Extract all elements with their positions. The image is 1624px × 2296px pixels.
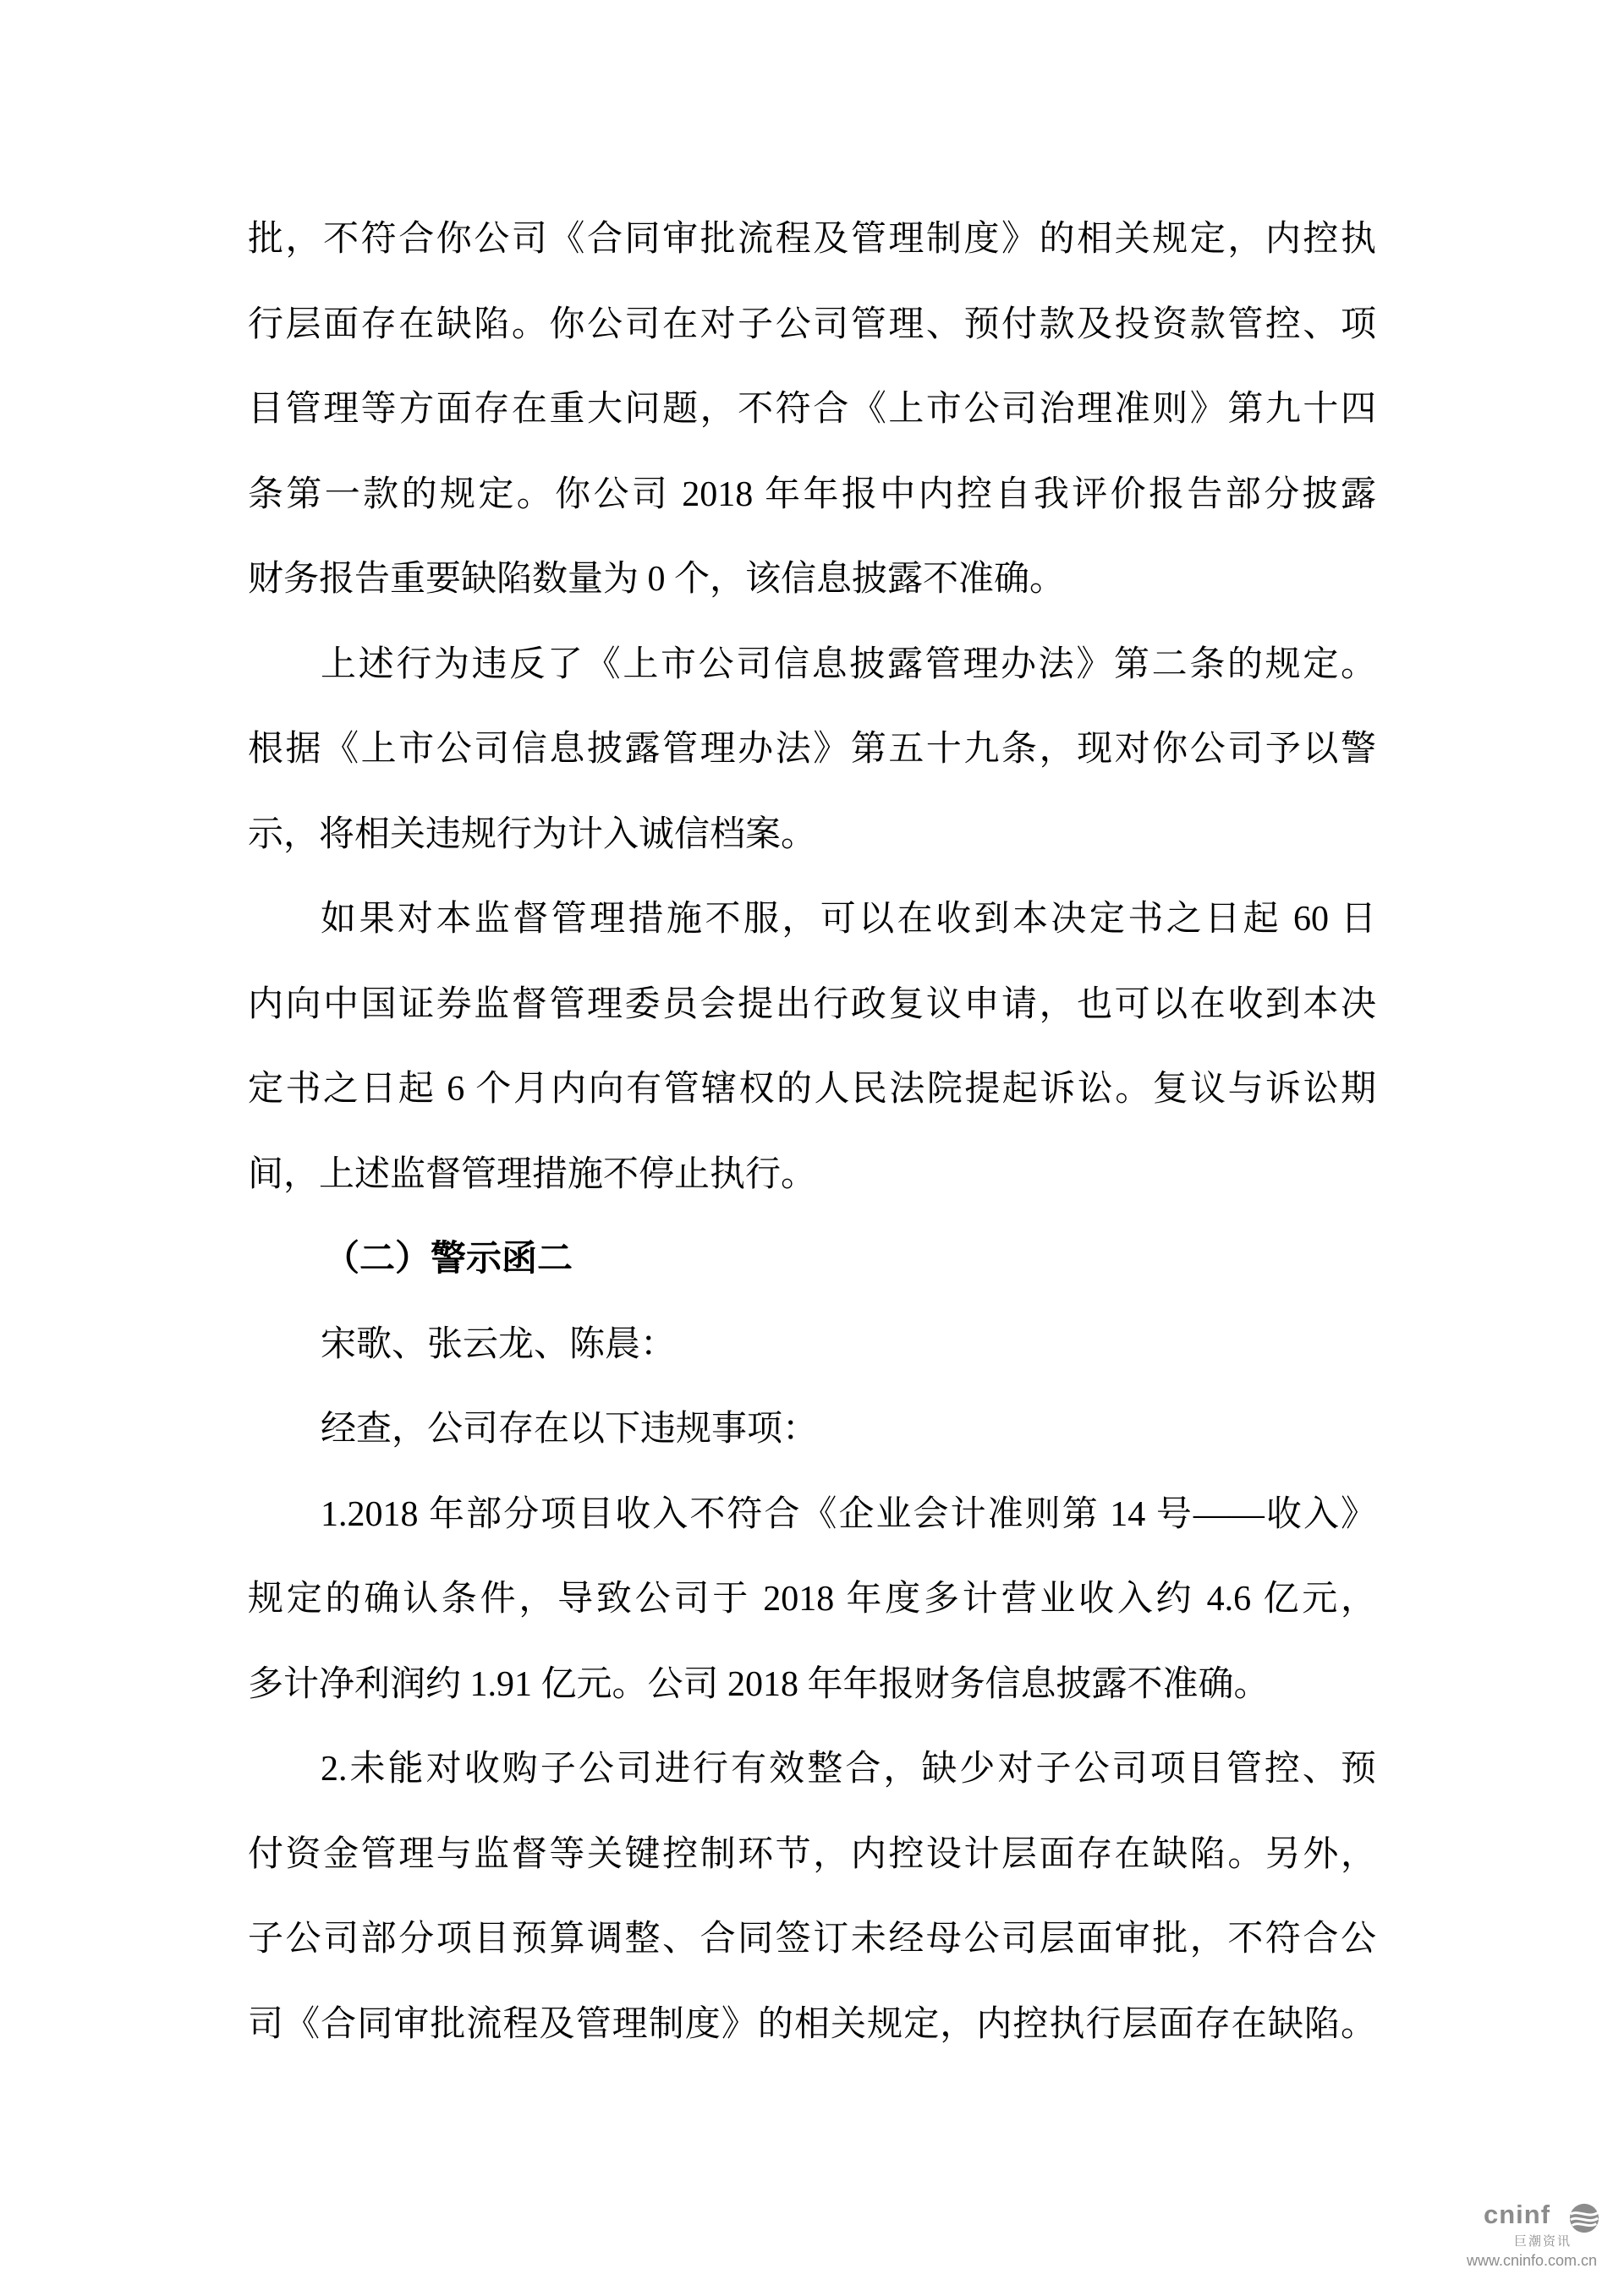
text-line: 规定的确认条件，导致公司于 2018 年度多计营业收入约 4.6 亿元， <box>248 1580 1376 1619</box>
text-line: 目管理等方面存在重大问题，不符合《上市公司治理准则》第九十四 <box>248 390 1376 429</box>
text-line: 经查，公司存在以下违规事项： <box>321 1410 819 1449</box>
paragraph-findings-intro <box>248 1387 1376 1472</box>
text-line: 定书之日起 6 个月内向有管辖权的人民法院提起诉讼。复议与诉讼期 <box>248 1070 1376 1109</box>
text-line: 根据《上市公司信息披露管理办法》第五十九条，现对你公司予以警 <box>248 730 1376 769</box>
section-heading: （二）警示函二 <box>324 1240 573 1279</box>
text-line: 付资金管理与监督等关键控制环节，内控设计层面存在缺陷。另外， <box>248 1834 1376 1874</box>
paragraph-violation-warning <box>248 622 1376 878</box>
section-heading-warning-letter-2 <box>248 1217 1376 1302</box>
logo-chinese-name: 巨潮资讯 <box>1514 2234 1572 2249</box>
text-line: 如果对本监督管理措施不服，可以在收到本决定书之日起 60 日 <box>321 900 1376 939</box>
text-line: 财务报告重要缺陷数量为 0 个，该信息披露不准确。 <box>248 560 1066 599</box>
paragraph-appeal-rights <box>248 877 1376 1217</box>
text-line: 子公司部分项目预算调整、合同签订未经母公司层面审批，不符合公 <box>248 1920 1376 1959</box>
finding-item-1 <box>248 1472 1376 1728</box>
text-line: 上述行为违反了《上市公司信息披露管理办法》第二条的规定。 <box>321 644 1376 684</box>
cninfo-watermark-logo <box>1463 2199 1621 2275</box>
text-line: 间，上述监督管理措施不停止执行。 <box>248 1154 817 1194</box>
paragraph-internal-control-defects <box>248 197 1376 622</box>
document-body <box>248 197 1376 2067</box>
text-line: 1.2018 年部分项目收入不符合《企业会计准则第 14 号——收入》 <box>321 1494 1376 1534</box>
text-line: 内向中国证券监督管理委员会提出行政复议申请，也可以在收到本决 <box>248 984 1376 1024</box>
paragraph-addressees <box>248 1302 1376 1388</box>
logo-url: www.cninfo.com.cn <box>1467 2252 1598 2269</box>
text-line: 司《合同审批流程及管理制度》的相关规定，内控执行层面存在缺陷。 <box>248 2004 1376 2044</box>
finding-item-2 <box>248 1727 1376 2067</box>
addressee-line: 宋歌、张云龙、陈晨： <box>321 1324 677 1364</box>
logo-brand-text: cninf <box>1484 2200 1551 2229</box>
text-line: 行层面存在缺陷。你公司在对子公司管理、预付款及投资款管控、项 <box>248 304 1376 344</box>
text-line: 多计净利润约 1.91 亿元。公司 2018 年年报财务信息披露不准确。 <box>248 1664 1270 1704</box>
cninfo-swirl-icon <box>1568 2202 1600 2234</box>
text-line: 条第一款的规定。你公司 2018 年年报中内控自我评价报告部分披露 <box>248 474 1376 514</box>
text-line: 2.未能对收购子公司进行有效整合，缺少对子公司项目管控、预 <box>321 1750 1376 1789</box>
text-line: 示，将相关违规行为计入诚信档案。 <box>248 814 817 854</box>
text-line: 批，不符合你公司《合同审批流程及管理制度》的相关规定，内控执 <box>248 220 1376 259</box>
